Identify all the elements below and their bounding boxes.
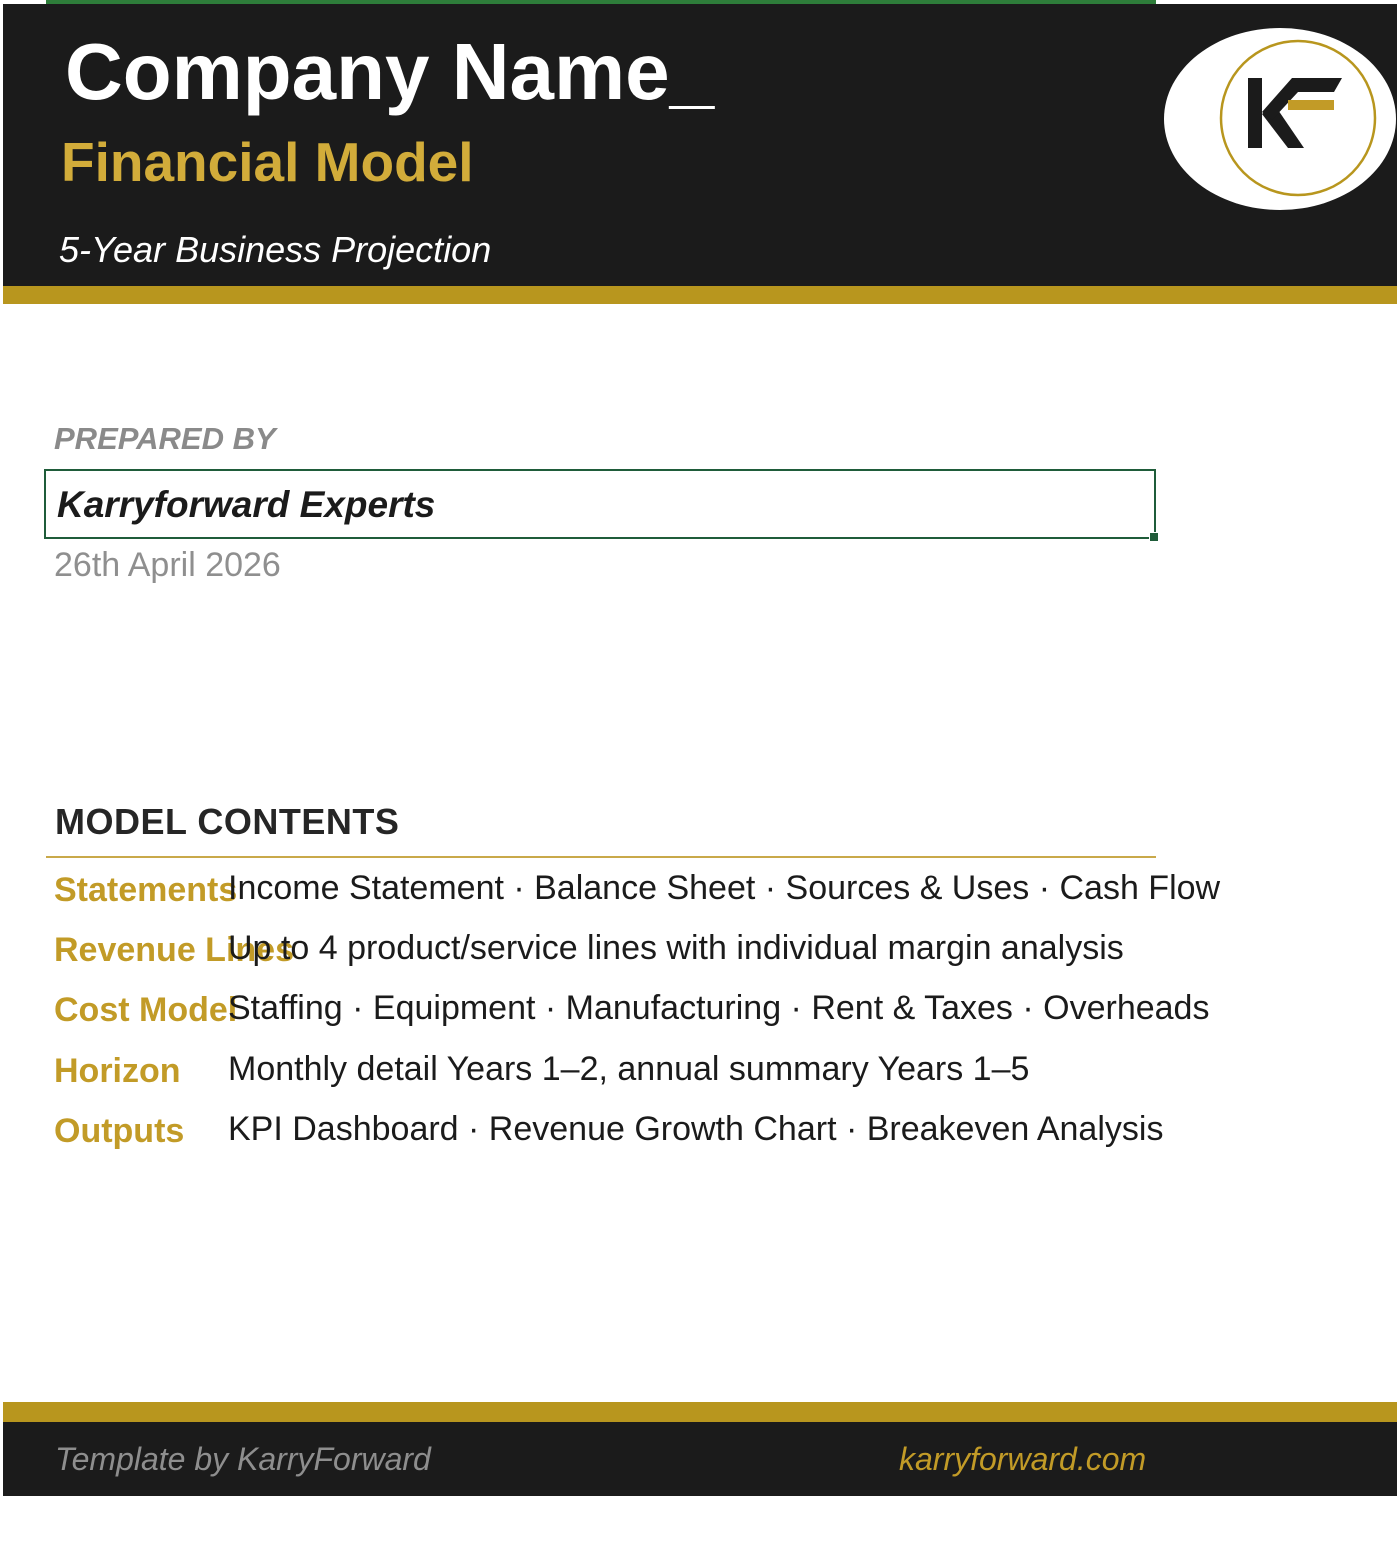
prepared-date[interactable]: 26th April 2026 (54, 546, 281, 584)
footer-band (3, 1422, 1397, 1496)
company-name[interactable]: Company Name_ (65, 27, 715, 116)
contents-row-statements (46, 860, 1221, 920)
contents-heading: MODEL CONTENTS (55, 801, 400, 842)
row-value[interactable]: Up to 4 product/service lines with individual margin analysis (228, 929, 1124, 967)
row-value[interactable]: Monthly detail Years 1–2, annual summary Years 1–5 (228, 1050, 1030, 1088)
contents-row-horizon (46, 1041, 1156, 1101)
contents-divider (46, 856, 1156, 858)
preparer-cell[interactable] (44, 469, 1156, 539)
kf-logo-icon[interactable] (1164, 28, 1396, 210)
contents-row-cost-model (46, 980, 1210, 1040)
preparer-name[interactable]: Karryforward Experts (57, 484, 436, 525)
row-label[interactable]: Statements (54, 871, 238, 909)
cell-fill-handle[interactable] (1149, 532, 1159, 542)
model-title[interactable]: Financial Model (61, 131, 474, 193)
prepared-by-label: PREPARED BY (54, 421, 276, 456)
row-value[interactable]: Staffing · Equipment · Manufacturing · Rent & Taxes · Overheads (228, 989, 1210, 1027)
row-value[interactable]: KPI Dashboard · Revenue Growth Chart · Breakeven Analysis (228, 1110, 1164, 1148)
row-value[interactable]: Income Statement · Balance Sheet · Sources & Uses · Cash Flow (228, 869, 1221, 907)
contents-row-outputs (46, 1101, 1164, 1161)
row-label[interactable]: Outputs (54, 1112, 185, 1150)
footer-website-link[interactable]: karryforward.com (899, 1441, 1147, 1477)
header-gold-divider (3, 286, 1397, 304)
row-label[interactable]: Cost Model (54, 991, 238, 1029)
row-label[interactable]: Horizon (54, 1052, 181, 1090)
footer-gold-divider (3, 1402, 1397, 1422)
footer-credit: Template by KarryForward (55, 1441, 431, 1477)
contents-row-revenue (46, 920, 1156, 980)
model-subtitle[interactable]: 5-Year Business Projection (59, 229, 492, 270)
row-label[interactable]: Revenue Lines (54, 931, 294, 969)
